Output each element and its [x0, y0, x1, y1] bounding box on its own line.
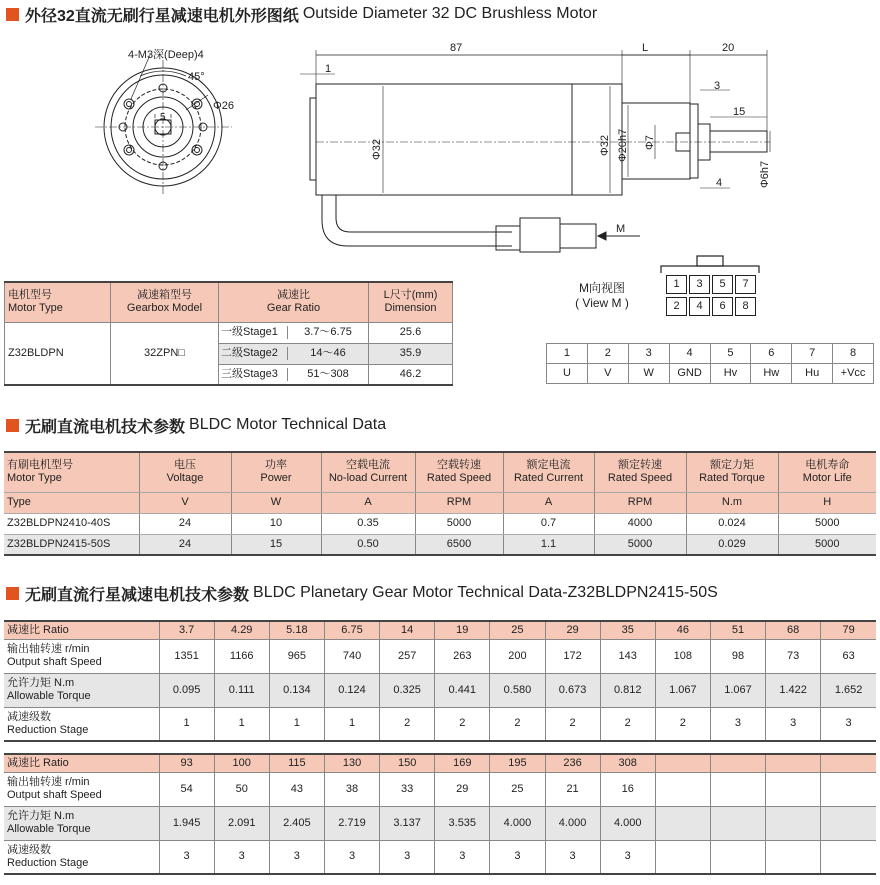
gear-ratio-table-1: [4, 620, 876, 742]
motor-outline-drawing: [0, 28, 880, 273]
gear-cell: 0.580: [490, 673, 545, 707]
tech-cell: 10: [231, 513, 321, 534]
header-gearbox-model: 减速箱型号 Gearbox Model: [111, 282, 219, 322]
gear-cell: 33: [380, 772, 435, 806]
gear-cell: 4.000: [600, 806, 655, 840]
gear-cell: 3: [600, 840, 655, 874]
dim-lenL: L: [642, 42, 649, 54]
gear-cell: 195: [490, 754, 545, 772]
gear-cell: 3.137: [380, 806, 435, 840]
gear-cell: 150: [380, 754, 435, 772]
pin-number: 8: [833, 344, 874, 364]
gear-cell: 35: [600, 621, 655, 639]
gear-cell: 200: [490, 639, 545, 673]
view-label-en: ( View M ): [575, 296, 629, 310]
gear-cell: 740: [324, 639, 379, 673]
gear-cell: 3: [214, 840, 269, 874]
gear-cell: 43: [269, 772, 324, 806]
tech-header: 功率 Power: [231, 452, 321, 492]
tech-cell: 24: [139, 513, 231, 534]
tech-title-zh: 无刷直流电机技术参数: [25, 418, 186, 436]
dim-len20: 20: [722, 42, 735, 54]
gear-cell: 98: [710, 639, 765, 673]
connector-pin: 1: [666, 275, 687, 294]
tech-header: 电机寿命 Motor Life: [778, 452, 876, 492]
pin-number: 1: [547, 344, 588, 364]
tech-header: 电压 Voltage: [139, 452, 231, 492]
gear-row-label: 允许力矩 N.m Allowable Torque: [4, 673, 159, 707]
tech-unit: N.m: [686, 492, 778, 513]
gear-cell: 257: [380, 639, 435, 673]
gear-cell: [655, 840, 710, 874]
gear-cell: 3: [435, 840, 490, 874]
gear-cell: 2.091: [214, 806, 269, 840]
pin-number: 2: [587, 344, 628, 364]
ratio-label: 减速比 Ratio: [7, 623, 69, 636]
connector-pin: 6: [712, 297, 733, 316]
gear-cell: [655, 772, 710, 806]
section-marker-icon: [6, 8, 19, 21]
pin-number: 7: [792, 344, 833, 364]
pin-table: [546, 343, 874, 384]
dim-view-arrow: M: [616, 223, 626, 235]
pin-number: 5: [710, 344, 751, 364]
gear-cell: 1: [324, 707, 379, 741]
gear-cell: 38: [324, 772, 379, 806]
gear-cell: 4.000: [490, 806, 545, 840]
tech-cell: Z32BLDPN2415-50S: [4, 534, 139, 555]
gear-cell: [821, 840, 876, 874]
gear-title-zh: 无刷直流行星减速电机技术参数: [25, 586, 250, 604]
gear-cell: 79: [821, 621, 876, 639]
gear-cell: 3: [490, 840, 545, 874]
dim-d32b: Φ32: [599, 134, 611, 156]
gear-cell: 1351: [159, 639, 214, 673]
gear-title-en: BLDC Planetary Gear Motor Technical Data-Z32BLDPN2415-50S: [253, 584, 718, 601]
gear-cell: 1166: [214, 639, 269, 673]
gear-cell: 0.111: [214, 673, 269, 707]
gear-cell: 63: [821, 639, 876, 673]
pin-signal: Hu: [792, 364, 833, 384]
front-view: [95, 55, 235, 195]
gearbox-model: 32ZPN□: [111, 322, 219, 385]
dim-len15: 15: [733, 106, 746, 118]
pin-signal: W: [628, 364, 669, 384]
gear-row-ratio: [4, 754, 876, 772]
tech-cell: 5000: [778, 534, 876, 555]
stage-dimension: 46.2: [369, 364, 453, 385]
gear-cell: [710, 840, 765, 874]
gear-cell: 3: [380, 840, 435, 874]
tech-unit: RPM: [594, 492, 686, 513]
gear-cell: 3: [821, 707, 876, 741]
dim-d32a: Φ32: [371, 138, 383, 160]
stage-ratio: 三级Stage3 51～308: [219, 364, 369, 385]
gear-cell: 73: [766, 639, 821, 673]
gear-row-stage: [4, 707, 876, 741]
pin-number: 4: [669, 344, 710, 364]
gear-cell: 172: [545, 639, 600, 673]
gear-cell: 51: [710, 621, 765, 639]
tech-cell: 0.50: [321, 534, 415, 555]
tech-title: [6, 414, 386, 436]
gear-cell: 14: [380, 621, 435, 639]
drawing-title-zh: 外径32直流无刷行星减速电机外形图纸: [25, 7, 299, 25]
gear-cell: 130: [324, 754, 379, 772]
tech-row: [4, 513, 876, 534]
gear-row-label: [4, 754, 159, 772]
gear-cell: 3: [324, 840, 379, 874]
dim-len4: 4: [716, 177, 723, 189]
gear-cell: [655, 754, 710, 772]
gear-cell: 143: [600, 639, 655, 673]
connector-pin: 7: [735, 275, 756, 294]
dim-d26: Φ26: [213, 100, 235, 112]
gear-cell: 0.812: [600, 673, 655, 707]
dim-d6h7: Φ6h7: [759, 160, 771, 188]
tech-cell: Z32BLDPN2410-40S: [4, 513, 139, 534]
pin-signal: +Vcc: [833, 364, 874, 384]
gear-cell: [766, 772, 821, 806]
tech-header: 额定电流 Rated Current: [503, 452, 594, 492]
pin-signal: Hv: [710, 364, 751, 384]
gear-row-label: 减速级数 Reduction Stage: [4, 840, 159, 874]
gear-cell: [766, 754, 821, 772]
dim-angle: 45°: [188, 71, 205, 83]
gear-cell: [655, 806, 710, 840]
gear-row-speed: [4, 772, 876, 806]
tech-cell: 24: [139, 534, 231, 555]
gear-cell: [710, 806, 765, 840]
gear-title: [6, 582, 718, 604]
pin-number: 6: [751, 344, 792, 364]
tech-cell: 0.024: [686, 513, 778, 534]
gear-cell: 0.134: [269, 673, 324, 707]
gear-cell: 1.652: [821, 673, 876, 707]
tech-unit: H: [778, 492, 876, 513]
gear-cell: 3: [159, 840, 214, 874]
dim-d20h7: Φ20h7: [617, 128, 629, 162]
dim-len87: 87: [450, 42, 463, 54]
gear-cell: 29: [435, 772, 490, 806]
gear-cell: 965: [269, 639, 324, 673]
header-motor-type: 电机型号 Motor Type: [5, 282, 111, 322]
tech-cell: 1.1: [503, 534, 594, 555]
tech-header: 空载转速 Rated Speed: [415, 452, 503, 492]
gear-cell: 2.405: [269, 806, 324, 840]
gear-cell: 2: [490, 707, 545, 741]
gear-cell: [766, 806, 821, 840]
connector-pin: 8: [735, 297, 756, 316]
tech-cell: 5000: [594, 534, 686, 555]
tech-cell: 6500: [415, 534, 503, 555]
gear-cell: 3: [545, 840, 600, 874]
connector-pin: 5: [712, 275, 733, 294]
gear-cell: 115: [269, 754, 324, 772]
gear-cell: 2: [435, 707, 490, 741]
gear-cell: 308: [600, 754, 655, 772]
tech-header-row: [4, 452, 876, 492]
gearbox-row-stage1: [5, 322, 453, 343]
tech-unit: A: [503, 492, 594, 513]
drawing-title: [6, 3, 597, 25]
gear-cell: 1.067: [710, 673, 765, 707]
connector-pin: 4: [689, 297, 710, 316]
gear-cell: 3: [766, 707, 821, 741]
gear-cell: 2.719: [324, 806, 379, 840]
gearbox-dimension-table: [4, 281, 453, 386]
tech-cell: 0.35: [321, 513, 415, 534]
gear-cell: 0.095: [159, 673, 214, 707]
gear-cell: 2: [545, 707, 600, 741]
dim-len1: 1: [325, 63, 332, 75]
gear-cell: 46: [655, 621, 710, 639]
tech-unit: Type: [4, 492, 139, 513]
gear-cell: 5.18: [269, 621, 324, 639]
gear-cell: 0.441: [435, 673, 490, 707]
gear-cell: 100: [214, 754, 269, 772]
bldc-tech-table: [4, 451, 876, 556]
pin-signal: GND: [669, 364, 710, 384]
connector-pin: 2: [666, 297, 687, 316]
tech-header: 空载电流 No-load Current: [321, 452, 415, 492]
dim-len3: 3: [714, 80, 721, 92]
gear-row-label: 减速级数 Reduction Stage: [4, 707, 159, 741]
gear-cell: 1: [269, 707, 324, 741]
gear-cell: [821, 772, 876, 806]
gear-cell: 0.325: [380, 673, 435, 707]
gearbox-header-row: [5, 282, 453, 322]
stage-dimension: 35.9: [369, 343, 453, 364]
dim-hole-note: 4-M3深(Deep)4: [128, 49, 204, 61]
gear-cell: 3: [710, 707, 765, 741]
view-label-zh: M向视图: [579, 281, 625, 295]
gear-cell: 1.067: [655, 673, 710, 707]
header-gear-ratio: 减速比 Gear Ratio: [219, 282, 369, 322]
gear-cell: 25: [490, 772, 545, 806]
gear-cell: 2: [380, 707, 435, 741]
tech-unit: RPM: [415, 492, 503, 513]
tech-header: 有刷电机型号 Motor Type: [4, 452, 139, 492]
gear-cell: 19: [435, 621, 490, 639]
gear-cell: 29: [545, 621, 600, 639]
tech-cell: 4000: [594, 513, 686, 534]
gear-cell: 3: [269, 840, 324, 874]
connector-pin: 3: [689, 275, 710, 294]
gear-row-stage: [4, 840, 876, 874]
gear-cell: 2: [600, 707, 655, 741]
pin-signal: U: [547, 364, 588, 384]
gear-cell: 0.673: [545, 673, 600, 707]
gear-cell: 4.000: [545, 806, 600, 840]
gear-cell: [821, 806, 876, 840]
tech-cell: 5000: [415, 513, 503, 534]
gear-ratio-table-2: [4, 753, 876, 875]
view-label: [562, 281, 642, 311]
gear-cell: [766, 840, 821, 874]
gear-cell: 16: [600, 772, 655, 806]
tech-cell: 5000: [778, 513, 876, 534]
gear-cell: 236: [545, 754, 600, 772]
stage-dimension: 25.6: [369, 322, 453, 343]
tech-header: 额定力矩 Rated Torque: [686, 452, 778, 492]
pin-signal: V: [587, 364, 628, 384]
dim-d7: Φ7: [644, 135, 656, 150]
pin-signal: Hw: [751, 364, 792, 384]
section-marker-icon: [6, 587, 19, 600]
gear-cell: 25: [490, 621, 545, 639]
gear-row-ratio: [4, 621, 876, 639]
header-dimension: L尺寸(mm) Dimension: [369, 282, 453, 322]
gear-row-speed: [4, 639, 876, 673]
tech-cell: 0.029: [686, 534, 778, 555]
connector-pin-grid: [666, 275, 756, 316]
tech-unit: V: [139, 492, 231, 513]
gear-cell: [821, 754, 876, 772]
dim-d5: 5: [160, 112, 166, 123]
gear-cell: 54: [159, 772, 214, 806]
stage-ratio: 二级Stage2 14～46: [219, 343, 369, 364]
ratio-label: 减速比 Ratio: [7, 756, 69, 769]
tech-units-row: [4, 492, 876, 513]
gear-row-torque: [4, 806, 876, 840]
gear-row-torque: [4, 673, 876, 707]
tech-title-en: BLDC Motor Technical Data: [189, 416, 387, 433]
section-marker-icon: [6, 419, 19, 432]
tech-header: 额定转速 Rated Speed: [594, 452, 686, 492]
tech-row: [4, 534, 876, 555]
gear-cell: 263: [435, 639, 490, 673]
gear-row-label: 输出轴转速 r/min Output shaft Speed: [4, 772, 159, 806]
gear-cell: 3.7: [159, 621, 214, 639]
gear-row-label: 输出轴转速 r/min Output shaft Speed: [4, 639, 159, 673]
tech-unit: A: [321, 492, 415, 513]
tech-unit: W: [231, 492, 321, 513]
motor-model: Z32BLDPN: [5, 322, 111, 385]
gear-cell: 2: [655, 707, 710, 741]
gear-cell: 68: [766, 621, 821, 639]
gear-cell: 0.124: [324, 673, 379, 707]
gear-cell: 50: [214, 772, 269, 806]
tech-cell: 15: [231, 534, 321, 555]
gear-cell: 108: [655, 639, 710, 673]
gear-cell: 93: [159, 754, 214, 772]
gear-cell: 6.75: [324, 621, 379, 639]
gear-cell: 4.29: [214, 621, 269, 639]
gear-cell: 3.535: [435, 806, 490, 840]
gear-cell: 1: [159, 707, 214, 741]
stage-ratio: 一级Stage1 3.7～6.75: [219, 322, 369, 343]
pin-signal-row: [547, 364, 874, 384]
connector-view: [661, 256, 759, 273]
gear-cell: 1: [214, 707, 269, 741]
gear-cell: [710, 754, 765, 772]
gear-cell: 1.945: [159, 806, 214, 840]
gear-row-label: [4, 621, 159, 639]
pin-number: 3: [628, 344, 669, 364]
pin-number-row: [547, 344, 874, 364]
tech-cell: 0.7: [503, 513, 594, 534]
drawing-title-en: Outside Diameter 32 DC Brushless Motor: [302, 5, 598, 22]
gear-cell: 169: [435, 754, 490, 772]
gear-cell: [710, 772, 765, 806]
gear-row-label: 允许力矩 N.m Allowable Torque: [4, 806, 159, 840]
gear-cell: 21: [545, 772, 600, 806]
gear-cell: 1.422: [766, 673, 821, 707]
